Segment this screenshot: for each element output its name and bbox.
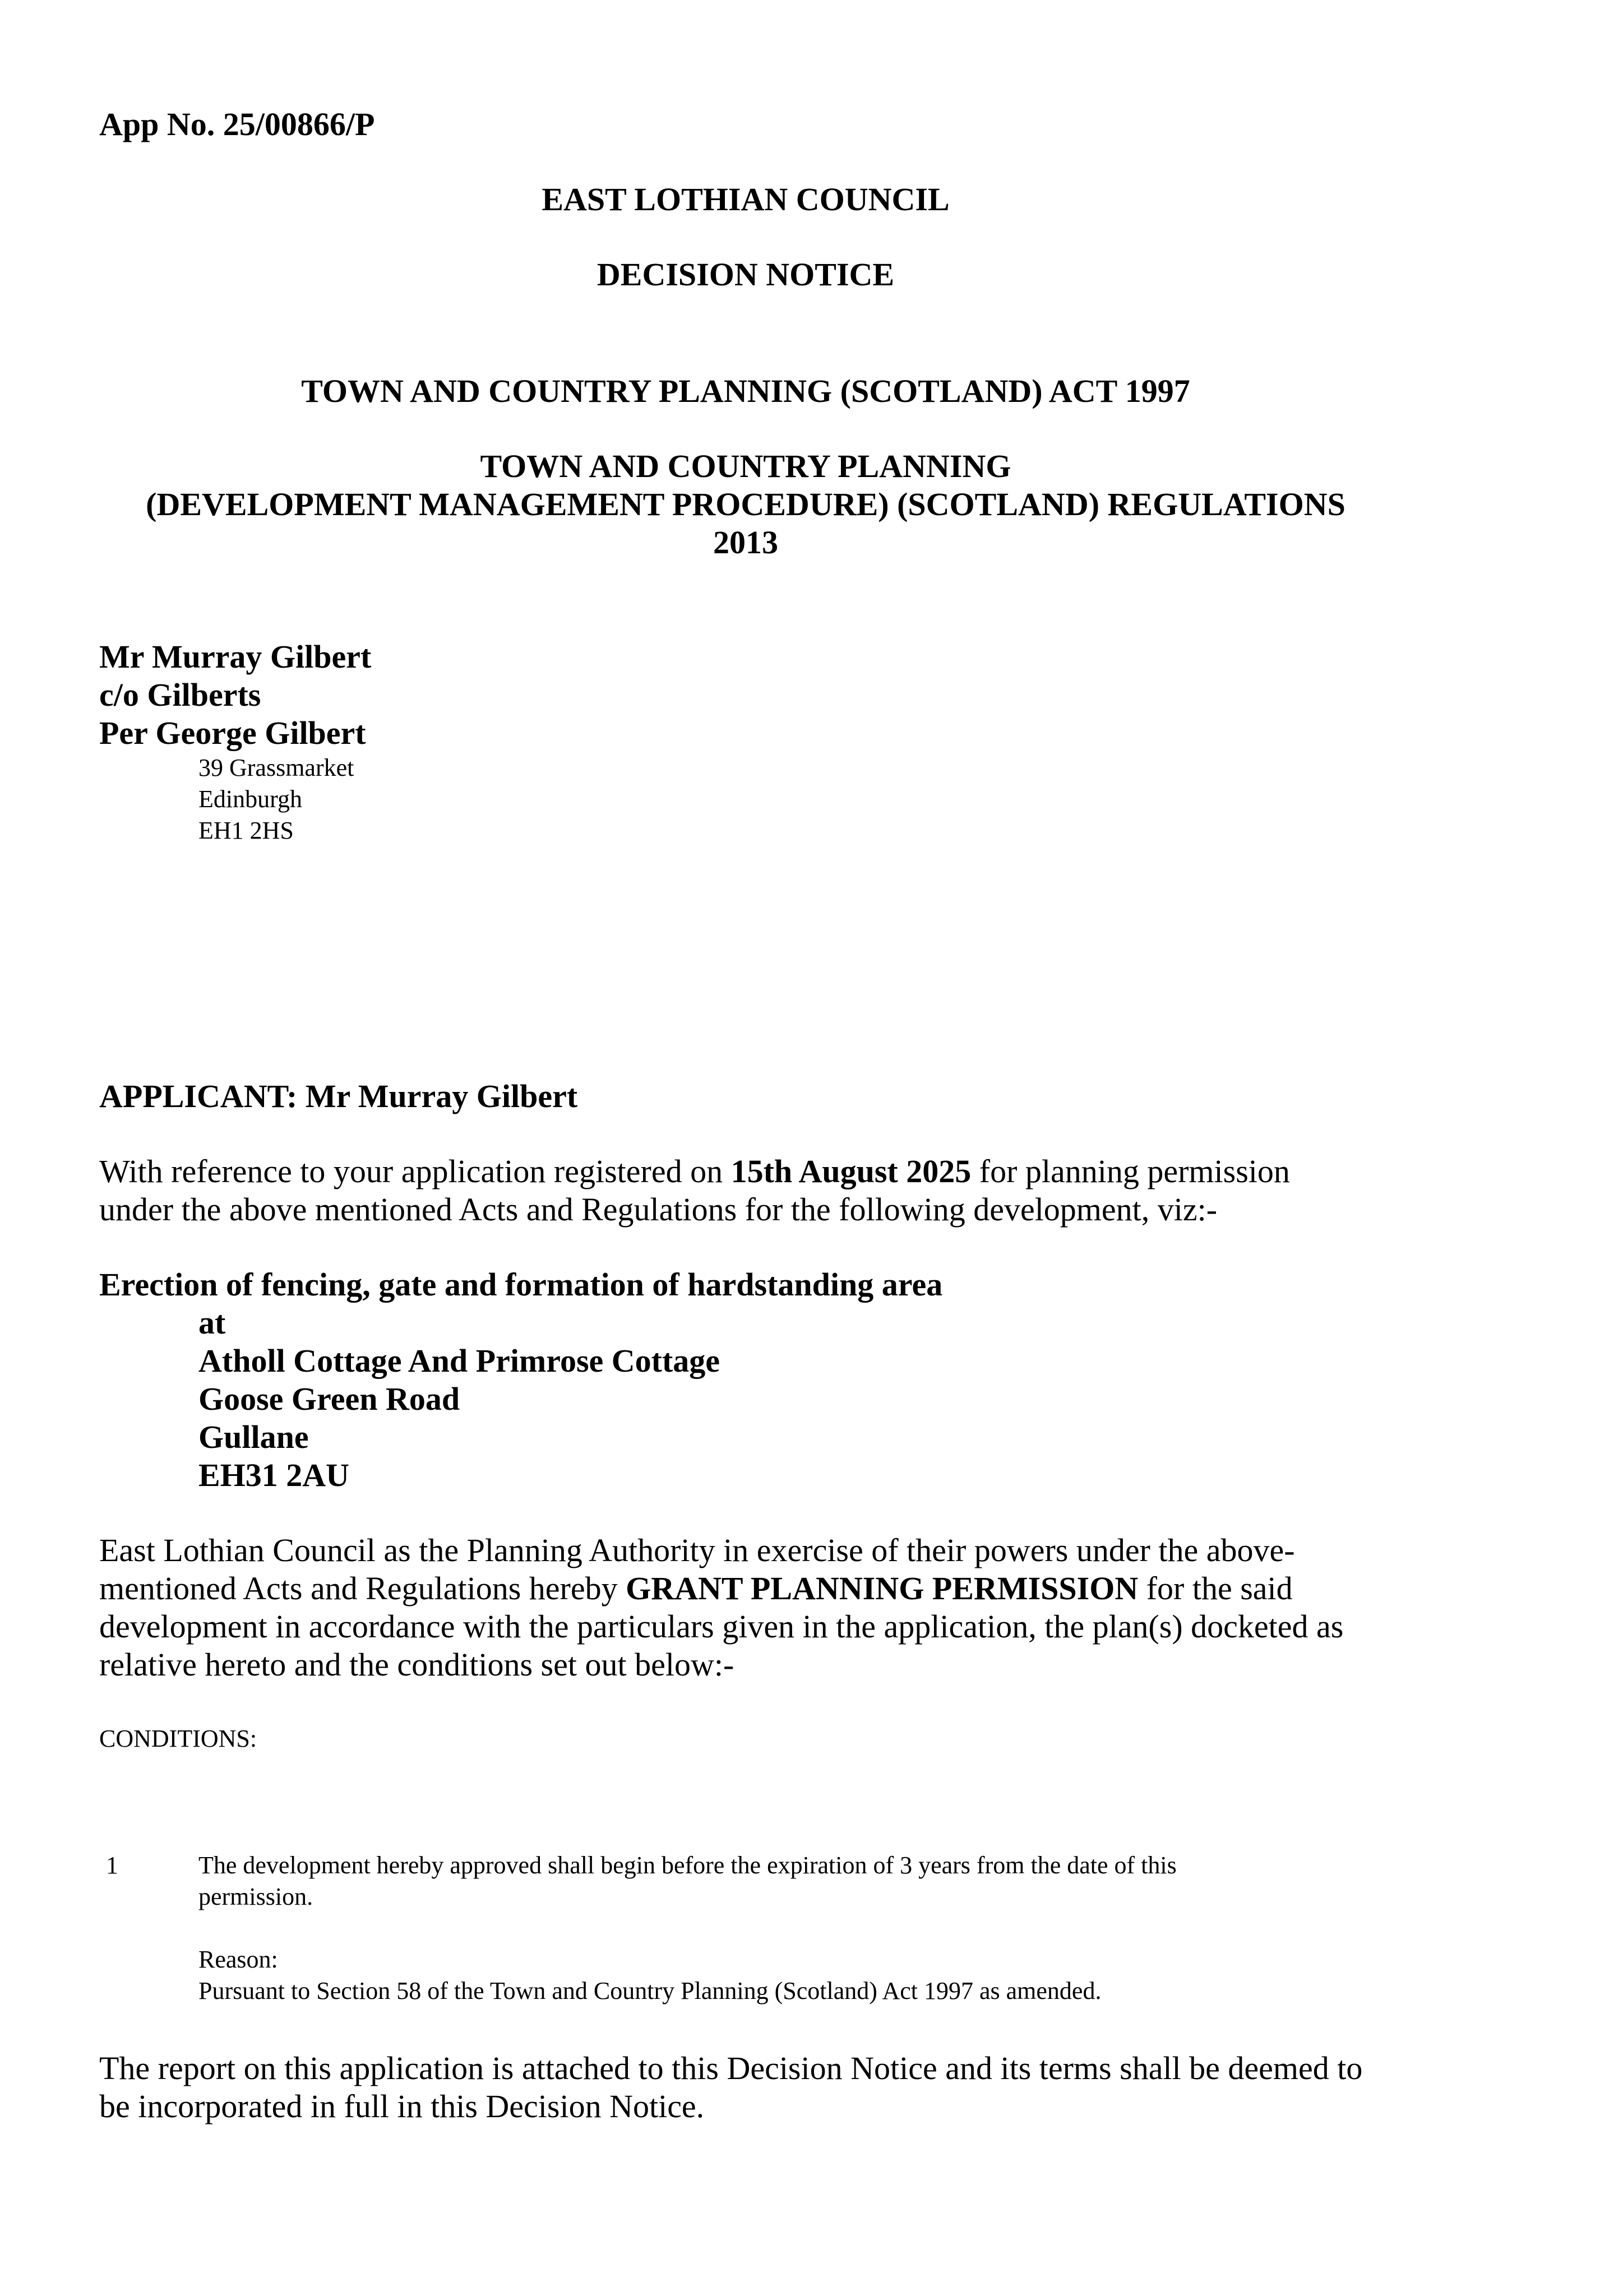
decision-text: mentioned Acts and Regulations hereby — [99, 1570, 626, 1607]
reference-line1 — [99, 1152, 1290, 1191]
conditions-heading: CONDITIONS: — [99, 1725, 257, 1752]
address-postcode: EH1 2HS — [198, 817, 294, 844]
addressee-care-of: c/o Gilberts — [99, 677, 261, 713]
site-address-line1: Atholl Cottage And Primrose Cottage — [198, 1343, 720, 1379]
decision-line4: relative hereto and the conditions set out below:- — [99, 1646, 734, 1683]
condition-text-line1: The development hereby approved shall begin before the expiration of 3 years from the date of this — [198, 1851, 1177, 1879]
addressee-name: Mr Murray Gilbert — [99, 638, 372, 675]
regulations-title-line3: 2013 — [713, 524, 778, 561]
notice-title: DECISION NOTICE — [597, 256, 895, 293]
reference-line2: under the above mentioned Acts and Regulations for the following development, viz:- — [99, 1191, 1218, 1228]
closing-line1: The report on this application is attached to this Decision Notice and its terms shall be deemed to — [99, 2050, 1363, 2086]
decision-line3: development in accordance with the particulars given in the application, the plan(s) docketed as — [99, 1608, 1344, 1645]
decision-text-end: for the said — [1138, 1570, 1293, 1607]
address-city: Edinburgh — [198, 785, 302, 813]
decision-line2 — [99, 1570, 1293, 1608]
decision-line1: East Lothian Council as the Planning Authority in exercise of their powers under the above- — [99, 1532, 1295, 1568]
applicant-label: APPLICANT: Mr Murray Gilbert — [99, 1078, 578, 1114]
registration-date: 15th August 2025 — [730, 1153, 972, 1189]
address-street: 39 Grassmarket — [198, 754, 354, 781]
act-title: TOWN AND COUNTRY PLANNING (SCOTLAND) ACT 1997 — [301, 373, 1190, 409]
site-address-line3: Gullane — [198, 1419, 309, 1455]
addressee-per: Per George Gilbert — [99, 715, 366, 751]
reference-text: With reference to your application registered on — [99, 1153, 731, 1189]
condition-text-line2: permission. — [198, 1883, 313, 1910]
closing-line2: be incorporated in full in this Decision Notice. — [99, 2088, 705, 2124]
condition-number: 1 — [106, 1851, 118, 1879]
site-address-line2: Goose Green Road — [198, 1381, 460, 1417]
regulations-title-line1: TOWN AND COUNTRY PLANNING — [480, 448, 1011, 484]
site-address-postcode: EH31 2AU — [198, 1457, 350, 1493]
regulations-title-line2: (DEVELOPMENT MANAGEMENT PROCEDURE) (SCOTLAND) REGULATIONS — [146, 486, 1345, 522]
condition-reason-label: Reason: — [198, 1946, 278, 1973]
condition-reason-text: Pursuant to Section 58 of the Town and Country Planning (Scotland) Act 1997 as amended. — [198, 1977, 1102, 2005]
development-description: Erection of fencing, gate and formation of hardstanding area — [99, 1266, 943, 1303]
decision-outcome: GRANT PLANNING PERMISSION — [626, 1570, 1139, 1607]
application-number: App No. 25/00866/P — [99, 106, 375, 142]
development-at: at — [198, 1304, 226, 1341]
council-name: EAST LOTHIAN COUNCIL — [542, 181, 950, 217]
reference-text-end: for planning permission — [971, 1153, 1290, 1189]
